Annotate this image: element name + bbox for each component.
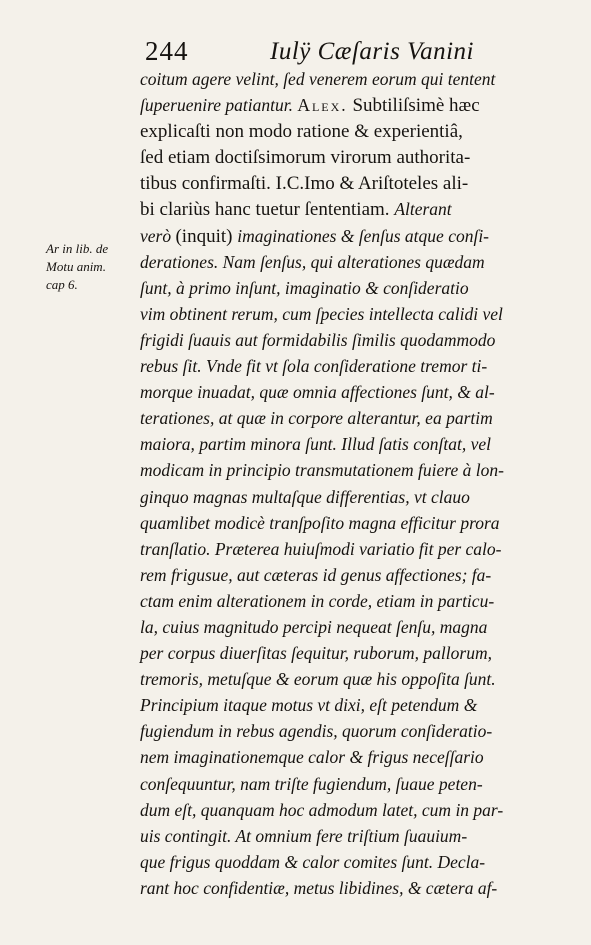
text-segment: rant hoc confidentiæ, metus libidines, & cætera af- <box>140 877 498 898</box>
text-segment: Principium itaque motus vt dixi, eſt petendum & <box>140 695 478 716</box>
text-line <box>140 771 540 797</box>
text-line <box>140 823 540 849</box>
text-line <box>140 196 540 222</box>
text-line <box>140 327 540 353</box>
text-line <box>140 484 540 510</box>
text-segment: ſed etiam doctiſsimorum virorum authorita- <box>140 147 471 169</box>
margin-note <box>46 240 146 294</box>
text-segment: la, cuius magnitudo percipi nequeat ſenſu, magna <box>140 616 488 637</box>
text-line <box>140 275 540 301</box>
text-segment: tremoris, metuſque & eorum quæ his oppoſita ſunt. <box>140 669 496 690</box>
text-segment: terationes, at quæ in corpore alterantur, ea partim <box>140 408 493 429</box>
text-segment: Alterant <box>394 199 452 220</box>
text-line <box>140 144 540 170</box>
text-line <box>140 562 540 588</box>
margin-note-line: Ar in lib. de <box>46 241 109 256</box>
text-line <box>140 797 540 823</box>
text-segment: derationes. Nam ſenſus, qui alterationes quædam <box>140 251 485 272</box>
text-segment: per corpus diuerſitas ſequitur, ruborum, pallorum, <box>140 643 492 664</box>
text-line <box>140 614 540 640</box>
text-segment: quamlibet modicè tranſpoſito magna efficitur prora <box>140 512 500 533</box>
text-segment: rem frigusue, aut cæteras id genus affectiones; fa- <box>140 564 492 585</box>
text-segment: vim obtinent rerum, cum ſpecies intellecta calidi vel <box>140 303 503 324</box>
text-line <box>140 405 540 431</box>
text-segment: rebus ſit. Vnde fit vt ſola conſideratione tremor ti- <box>140 356 488 377</box>
text-segment: ginquo magnas multaſque differentias, vt clauo <box>140 486 470 507</box>
text-line <box>140 692 540 718</box>
text-line <box>140 640 540 666</box>
text-line <box>140 118 540 144</box>
running-head: Iulÿ Cæſaris Vanini <box>270 38 474 65</box>
text-segment: coitum agere velint, ſed venerem eorum qui tentent <box>140 69 496 89</box>
text-line <box>140 588 540 614</box>
text-segment: ſuperuenire patiantur. <box>140 95 298 116</box>
text-line <box>140 718 540 744</box>
text-line <box>140 301 540 327</box>
text-line <box>140 536 540 562</box>
text-segment: ſunt, à primo inſunt, imaginatio & conſideratio <box>140 277 469 298</box>
text-line <box>140 666 540 692</box>
text-segment: modicam in principio transmutationem fuiere à lon- <box>140 460 504 481</box>
text-line <box>140 223 540 249</box>
text-segment: Subtiliſsimè hæc <box>347 95 480 117</box>
text-line <box>140 457 540 483</box>
text-segment: imaginationes & ſenſus atque conſi- <box>237 225 490 246</box>
text-segment: fugiendum in rebus agendis, quorum conſideratio- <box>140 721 493 742</box>
page-number: 244 <box>145 36 189 66</box>
text-segment: uis contingit. At omnium fere triſtium ſuauium- <box>140 825 468 846</box>
text-line <box>140 249 540 275</box>
text-segment: morque inuadat, quæ omnia affectiones ſunt, & al- <box>140 382 495 403</box>
text-segment: tranſlatio. Præterea huiuſmodi variatio fit per calo- <box>140 538 502 559</box>
text-line <box>140 875 540 901</box>
body-text <box>140 66 540 901</box>
text-segment: verò <box>140 225 176 246</box>
text-segment: maiora, partim minora ſunt. Illud ſatis conſtat, vel <box>140 434 491 455</box>
text-segment: explicaſti non modo ratione & experientiâ, <box>140 121 463 143</box>
text-segment: bi clariùs hanc tuetur ſententiam. <box>140 199 395 221</box>
page-header <box>140 34 540 68</box>
text-line <box>140 379 540 405</box>
text-line <box>140 849 540 875</box>
margin-note-line: Motu anim. <box>46 259 106 274</box>
text-segment: que frigus quoddam & calor comites ſunt. Decla- <box>140 851 486 872</box>
text-segment: nem imaginationemque calor & frigus neceſſario <box>140 747 484 768</box>
text-segment: ctam enim alterationem in corde, etiam in particu- <box>140 590 495 611</box>
text-line <box>140 66 540 92</box>
text-segment: dum eſt, quanquam hoc admodum latet, cum in par- <box>140 799 504 820</box>
text-line <box>140 92 540 118</box>
text-segment: tibus confirmaſti. I.C.Imo & Ariſtoteles ali- <box>140 173 469 195</box>
text-line <box>140 510 540 536</box>
text-segment: Alex. <box>297 95 348 116</box>
margin-note-line: cap 6. <box>46 277 78 292</box>
text-segment: frigidi ſuauis aut formidabilis ſimilis quodammodo <box>140 329 496 350</box>
text-line <box>140 431 540 457</box>
text-line <box>140 744 540 770</box>
text-segment: conſequuntur, nam triſte fugiendum, ſuaue peten- <box>140 773 483 794</box>
text-segment: (inquit) <box>175 225 238 247</box>
text-line <box>140 170 540 196</box>
text-line <box>140 353 540 379</box>
